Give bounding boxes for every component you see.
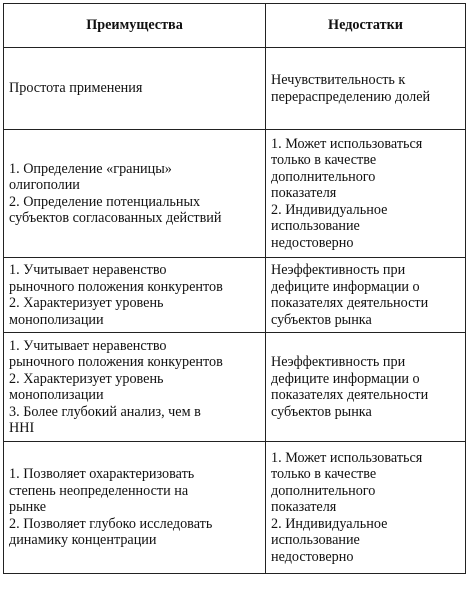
cell-text-line: динамику концентрации [9,532,157,549]
cell-text-line: Неэффективность при [271,354,406,370]
cell-text-line: олигополии [9,177,80,193]
table-row [4,333,466,442]
header-row [4,4,466,48]
cell-text-line: только в качестве [271,466,377,483]
cell-text-line: показателя [271,185,337,202]
cell-text-line: 1. Может использоваться [271,449,423,466]
disadvantages-cell [266,442,466,574]
cell-text-line: использование [271,532,360,549]
cell-text-line: 2. Позволяет глубоко исследовать [9,515,213,532]
cell-text-line: субъектов рынка [271,311,372,328]
cell-text-line: рынке [9,499,47,516]
cell-text-line: Неэффективность при [271,262,406,278]
cell-text-line: рыночного положения конкурентов [9,278,223,295]
cell-text-line: дефиците информации о [271,370,420,387]
cell-text-line: дополнительного [271,168,376,185]
header-disadvantages: Недостатки [266,4,466,48]
cell-text-line: субъектов рынка [271,403,372,420]
cell-text-line: 2. Характеризует уровень [9,370,164,387]
table-row [4,48,466,130]
header-advantages: Преимущества [4,4,266,48]
table-body [4,48,466,574]
table-row [4,258,466,333]
advantages-cell [4,48,266,130]
cell-text-line: использование [271,218,360,235]
cell-text-line: показателях деятельности [271,387,429,403]
cell-text-line: HHI [9,420,35,436]
cell-text-line: показателях деятельности [271,295,429,311]
advantages-cell [4,442,266,574]
cell-text-line: 2. Индивидуальное [271,515,388,532]
cell-text-line: 2. Характеризует уровень [9,295,164,311]
cell-text-line: перераспределению долей [271,88,431,105]
cell-text-line: Нечувствительность к [271,72,406,88]
cell-text-line: 1. Позволяет охарактеризовать [9,466,195,483]
cell-text-line: 1. Учитывает неравенство [9,337,167,354]
disadvantages-cell [266,333,466,442]
advantages-cell [4,258,266,333]
cell-text-line: дополнительного [271,482,376,499]
disadvantages-cell [266,258,466,333]
cell-text-line: 1. Определение «границы» [9,160,172,177]
cell-text-line: дефиците информации о [271,278,420,295]
cell-text-line: субъектов согласованных действий [9,210,222,226]
cell-text-line: только в качестве [271,152,377,169]
cell-text-line: недостоверно [271,234,354,251]
cell-text-line: степень неопределенности на [9,482,189,499]
cell-text-line: рыночного положения конкурентов [9,354,223,370]
cell-text-line: 1. Учитывает неравенство [9,262,167,278]
cell-text-line: недостоверно [271,548,354,565]
cell-text-line: монополизации [9,311,104,328]
disadvantages-cell [266,48,466,130]
cell-text-line: 3. Более глубокий анализ, чем в [9,403,201,420]
comparison-table [3,3,466,574]
advantages-cell [4,130,266,258]
disadvantages-cell [266,130,466,258]
cell-text-line: 2. Определение потенциальных [9,193,201,210]
cell-text-line: Простота применения [9,80,143,97]
cell-text-line: показателя [271,499,337,516]
cell-text-line: монополизации [9,387,104,403]
table-row [4,130,466,258]
table-row [4,442,466,574]
advantages-cell [4,333,266,442]
cell-text-line: 1. Может использоваться [271,135,423,152]
cell-text-line: 2. Индивидуальное [271,201,388,218]
